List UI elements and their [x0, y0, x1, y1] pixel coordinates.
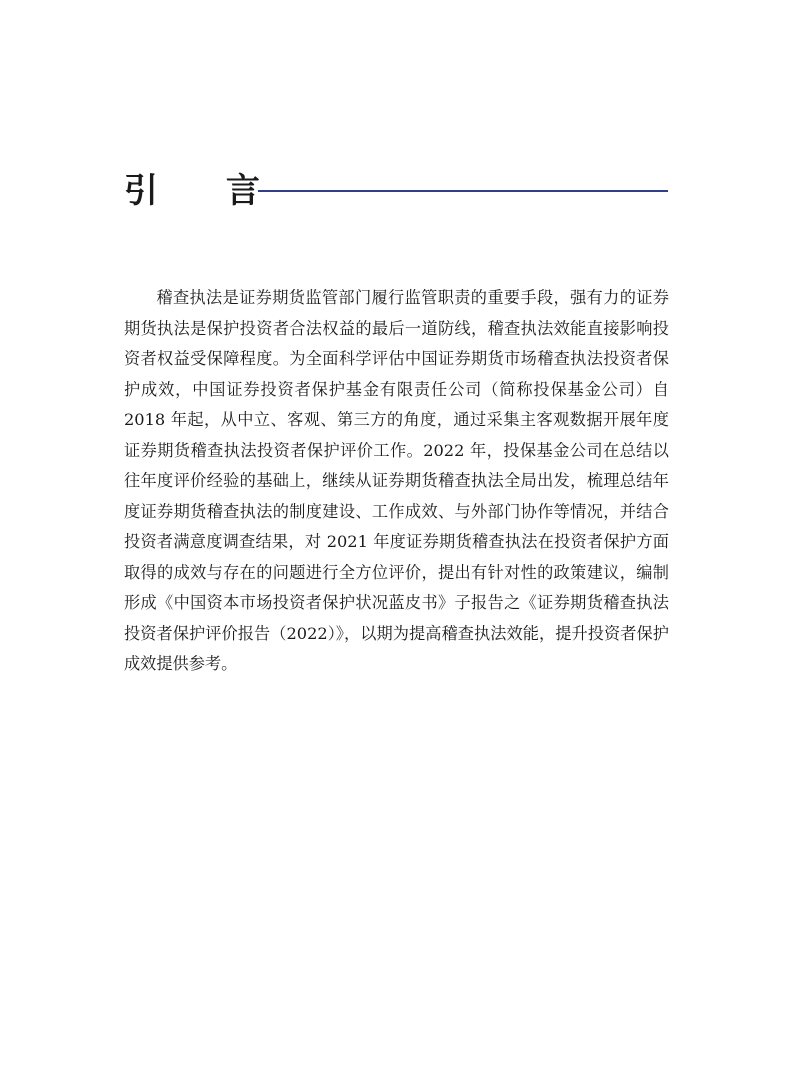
section-heading	[124, 165, 669, 217]
page-title: 引 言	[124, 171, 288, 211]
intro-paragraph: 稽查执法是证券期货监管部门履行监管职责的重要手段，强有力的证券期货执法是保护投资者合法权益的最后一道防线，稽查执法效能直接影响投资者权益受保障程度。为全面科学评估中国证券期货市场稽查执法投资者保护成效，中国证券投资者保护基金有限责任公司（简称投保基金公司）自 2018 年起，从中立、客观、第三方的角度，通过采集主客观数据开展年度证券期货稽查执法投资者保护评价工作。2022 年，投保基金公司在总结以往年度评价经验的基础上，继续从证券期货稽查执法全局出发，梳理总结年度证券期货稽查执法的制度建设、工作成效、与外部门协作等情况，并结合投资者满意度调查结果，对 2021 年度证券期货稽查执法在投资者保护方面取得的成效与存在的问题进行全方位评价，提出有针对性的政策建议，编制形成《中国资本市场投资者保护状况蓝皮书》子报告之《证券期货稽查执法投资者保护评价报告（2022）》，以期为提高稽查执法效能，提升投资者保护成效提供参考。	[124, 288, 669, 673]
heading-divider	[258, 190, 668, 192]
